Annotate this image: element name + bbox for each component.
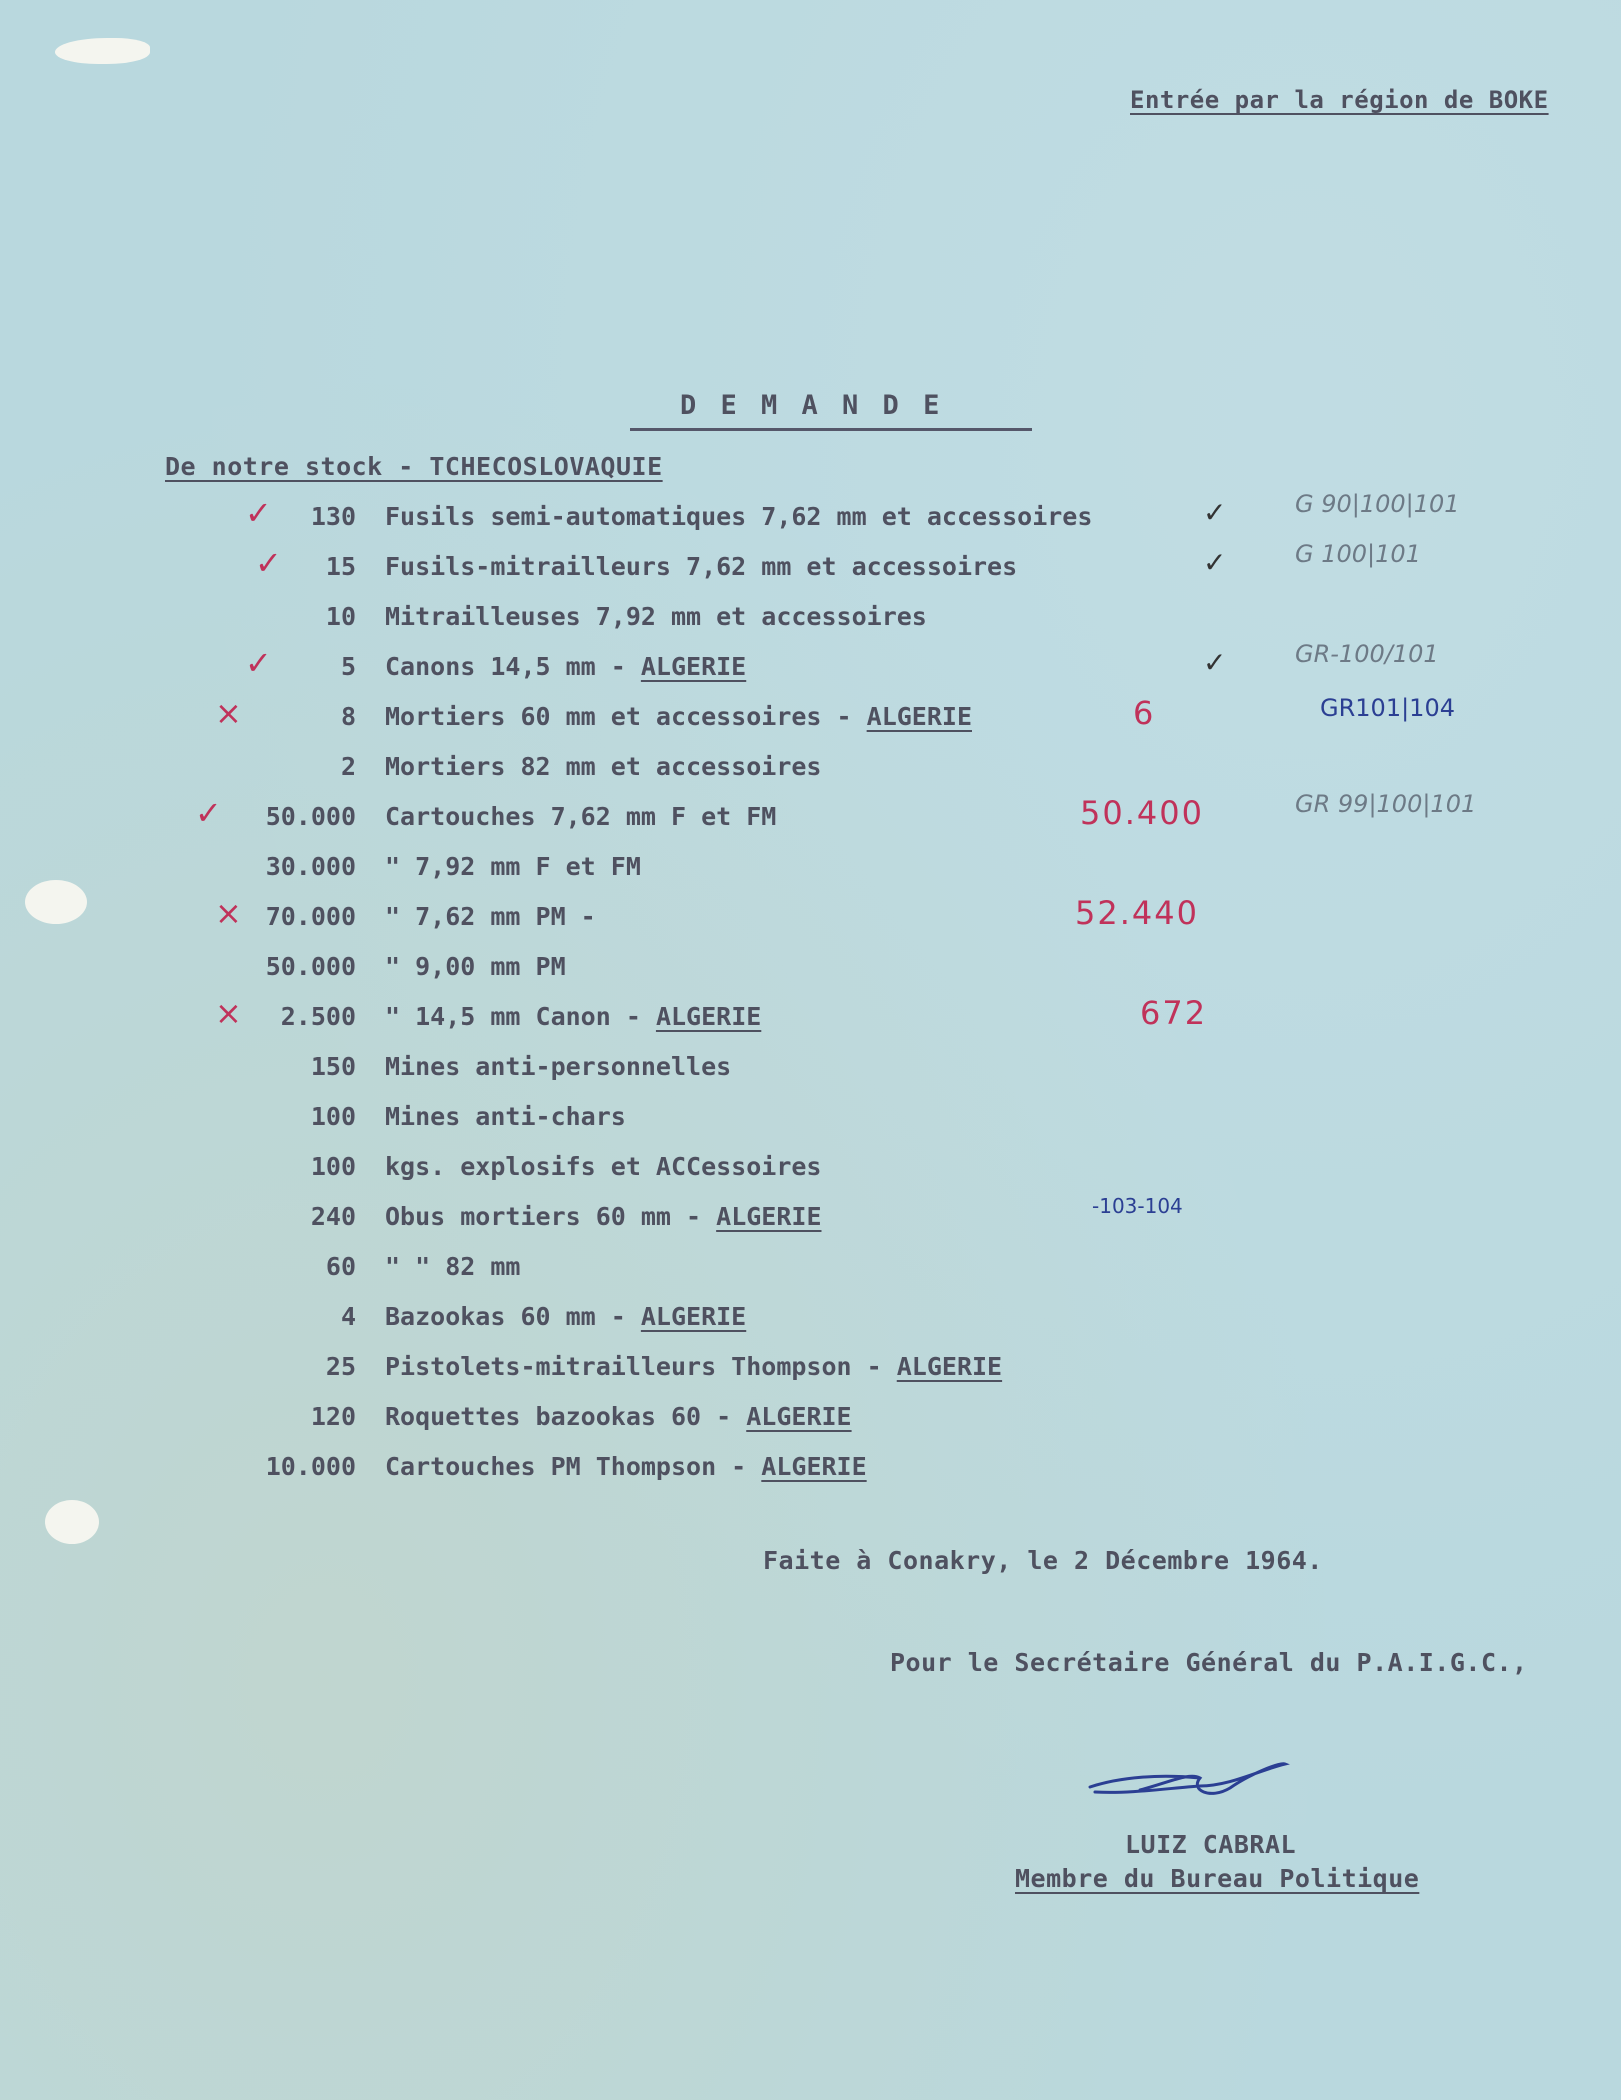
red-quantity-note: 6 <box>1133 694 1156 732</box>
destination-label: ALGERIE <box>640 1302 747 1331</box>
item-description <box>385 552 1017 581</box>
red-quantity-note: 672 <box>1140 994 1208 1032</box>
item-text: Mitrailleuses 7,92 mm et accessoires <box>385 602 927 631</box>
item-description <box>385 952 566 981</box>
item-text: kgs. explosifs et ACCessoires <box>385 1152 822 1181</box>
item-description <box>385 852 641 881</box>
red-tick-icon: × <box>215 894 242 932</box>
item-text: Mines anti-chars <box>385 1102 626 1131</box>
item-quantity: 50.000 <box>265 802 356 831</box>
black-check-icon: ✓ <box>1203 496 1227 529</box>
item-description <box>385 1052 731 1081</box>
item-quantity: 240 <box>310 1202 356 1231</box>
item-text: Obus mortiers 60 mm - <box>385 1202 717 1231</box>
item-quantity: 4 <box>340 1302 356 1331</box>
title-underline <box>630 428 1032 431</box>
destination-label: ALGERIE <box>655 1002 762 1031</box>
destination-label: ALGERIE <box>716 1202 822 1231</box>
signature <box>1080 1752 1300 1812</box>
on-behalf-line: Pour le Secrétaire Général du P.A.I.G.C., <box>890 1648 1528 1677</box>
item-text: Mortiers 60 mm et accessoires - <box>385 702 867 731</box>
item-quantity: 100 <box>310 1152 356 1181</box>
item-quantity: 2 <box>340 752 356 781</box>
item-description <box>385 1452 867 1481</box>
item-quantity: 50.000 <box>265 952 356 981</box>
black-check-icon: ✓ <box>1203 546 1227 579</box>
destination-label: ALGERIE <box>640 652 747 681</box>
red-tick-icon: × <box>215 694 242 732</box>
item-text: Roquettes bazookas 60 - <box>385 1402 747 1431</box>
signatory-name: LUIZ CABRAL <box>1125 1830 1297 1859</box>
punch-hole <box>25 880 87 924</box>
item-text: " " 82 mm <box>385 1252 521 1281</box>
item-quantity: 150 <box>310 1052 356 1081</box>
item-quantity: 25 <box>325 1352 356 1381</box>
red-tick-icon: ✓ <box>245 494 272 532</box>
item-text: Mortiers 82 mm et accessoires <box>385 752 822 781</box>
item-description <box>385 602 927 631</box>
pencil-reference-note: GR-100/101 <box>1295 640 1439 668</box>
document-title: D E M A N D E <box>680 390 944 421</box>
destination-label: ALGERIE <box>761 1452 867 1481</box>
punch-hole <box>45 1500 99 1544</box>
blue-reference-note: GR101|104 <box>1320 694 1455 722</box>
item-text: " 7,92 mm F et FM <box>385 852 641 881</box>
item-description <box>385 1202 822 1231</box>
red-tick-icon: ✓ <box>195 794 222 832</box>
item-text: Pistolets-mitrailleurs Thompson - <box>385 1352 897 1381</box>
item-description <box>385 702 972 731</box>
item-description <box>385 802 776 831</box>
item-text: Cartouches PM Thompson - <box>385 1452 762 1481</box>
item-quantity: 10.000 <box>265 1452 356 1481</box>
red-tick-icon: ✓ <box>255 544 282 582</box>
signatory-role: Membre du Bureau Politique <box>1015 1864 1420 1893</box>
item-quantity: 60 <box>325 1252 356 1281</box>
item-quantity: 30.000 <box>265 852 356 881</box>
item-quantity: 8 <box>340 702 356 731</box>
place-date: Faite à Conakry, le 2 Décembre 1964. <box>763 1546 1323 1575</box>
destination-label: ALGERIE <box>896 1352 1003 1381</box>
item-quantity: 15 <box>325 552 356 581</box>
item-description <box>385 652 746 681</box>
pencil-reference-note: GR 99|100|101 <box>1295 790 1477 818</box>
item-description <box>385 1402 852 1431</box>
item-quantity: 70.000 <box>265 902 356 931</box>
item-quantity: 5 <box>340 652 356 681</box>
item-text: Fusils semi-automatiques 7,62 mm et accessoires <box>385 502 1093 531</box>
item-text: Canons 14,5 mm - <box>385 652 641 681</box>
item-text: " 14,5 mm Canon - <box>385 1002 656 1031</box>
red-tick-icon: × <box>215 994 242 1032</box>
item-description <box>385 1252 520 1281</box>
item-description <box>385 1102 626 1131</box>
item-description <box>385 902 596 931</box>
item-description <box>385 1152 822 1181</box>
blue-reference-note: -103-104 <box>1092 1194 1183 1218</box>
pencil-reference-note: G 100|101 <box>1295 540 1421 568</box>
item-text: Mines anti-personnelles <box>385 1052 732 1081</box>
header-note: Entrée par la région de BOKE <box>1130 86 1549 114</box>
destination-label: ALGERIE <box>866 702 972 731</box>
paper-tear <box>55 38 150 64</box>
item-quantity: 2.500 <box>280 1002 356 1031</box>
black-check-icon: ✓ <box>1203 646 1227 679</box>
item-text: " 9,00 mm PM <box>385 952 566 981</box>
destination-label: ALGERIE <box>746 1402 852 1431</box>
item-description <box>385 1352 1002 1381</box>
item-quantity: 130 <box>310 502 356 531</box>
item-description <box>385 1302 746 1331</box>
item-description <box>385 502 1092 531</box>
item-quantity: 120 <box>310 1402 356 1431</box>
item-quantity: 10 <box>325 602 356 631</box>
pencil-reference-note: G 90|100|101 <box>1295 490 1460 518</box>
item-text: Cartouches 7,62 mm F et FM <box>385 802 777 831</box>
red-quantity-note: 52.440 <box>1075 894 1199 932</box>
red-quantity-note: 50.400 <box>1080 794 1204 832</box>
item-text: Fusils-mitrailleurs 7,62 mm et accessoires <box>385 552 1018 581</box>
item-text: Bazookas 60 mm - <box>385 1302 641 1331</box>
item-description <box>385 752 822 781</box>
item-text: " 7,62 mm PM - <box>385 902 596 931</box>
item-quantity: 100 <box>310 1102 356 1131</box>
item-description <box>385 1002 761 1031</box>
red-tick-icon: ✓ <box>245 644 272 682</box>
stock-source-heading: De notre stock - TCHECOSLOVAQUIE <box>165 452 663 481</box>
